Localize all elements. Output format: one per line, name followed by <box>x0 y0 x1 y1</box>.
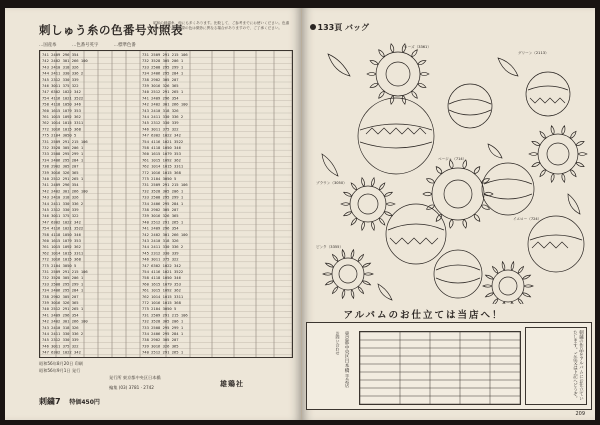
petal <box>351 250 354 259</box>
table-row: 732 3528 305 206 1 <box>142 318 184 324</box>
table-row: 742 2402 301 266 100 <box>42 188 88 194</box>
petal <box>323 273 332 275</box>
table-row: 775 2104 3050 5 <box>42 132 77 138</box>
table-row: 734 2406 295 284 1 <box>142 70 184 76</box>
petal <box>449 219 453 228</box>
petal <box>417 60 425 64</box>
legend-item: …国産糸 <box>39 43 57 48</box>
table-row: 744 2411 330 336 2 <box>42 331 84 336</box>
table-row: 743 2410 318 326 <box>142 238 179 243</box>
petal <box>411 50 417 57</box>
album-advertisement <box>306 304 590 410</box>
petal <box>325 263 333 267</box>
petal <box>483 285 492 287</box>
table-row: 731 2509 291 215 106 <box>142 52 188 57</box>
petal <box>462 219 466 228</box>
table-row: 740 2512 291 265 1 <box>142 89 184 95</box>
table-row: 731 2509 291 215 106 <box>142 312 188 318</box>
petal <box>362 263 370 267</box>
petal <box>576 141 584 145</box>
table-row: 740 2512 291 265 1 <box>42 176 84 181</box>
table-row: 762 1014 1015 3311 <box>142 293 184 299</box>
embroidery-pattern-drawing <box>308 34 590 304</box>
table-row: 744 2411 330 336 2 <box>42 70 84 76</box>
petal <box>402 95 405 104</box>
petal <box>361 178 364 187</box>
petal <box>351 218 357 225</box>
bullet-icon <box>310 24 316 30</box>
petal <box>341 203 350 206</box>
petal <box>511 262 514 271</box>
table-row: 741 2409 296 354 <box>42 312 79 318</box>
table-row: 739 3016 326 365 <box>42 300 79 305</box>
table-row: 761 1015 1092 362 <box>142 157 181 163</box>
table-row: 744 2411 330 336 2 <box>142 114 184 119</box>
table-row: 760 1615 1079 353 <box>42 107 81 113</box>
petal <box>502 262 505 271</box>
legend-item: …色番号英字 <box>71 43 99 48</box>
table-row: 747 6302 1022 342 <box>142 262 181 268</box>
petal <box>449 160 453 169</box>
table-legend <box>39 42 150 48</box>
table-row: 734 2406 295 284 1 <box>142 331 184 336</box>
legend-item: …標準色番 <box>113 43 136 48</box>
table-row: 760 1615 1079 353 <box>142 151 181 157</box>
table-row: 740 2512 291 265 1 <box>42 306 84 312</box>
table-row: 761 1015 1092 362 <box>142 287 181 293</box>
petal <box>364 273 373 275</box>
table-row: 741 2409 296 354 <box>42 52 79 57</box>
table-row: 743 2410 318 326 <box>42 324 79 330</box>
table-row: 741 2409 296 354 <box>142 95 179 101</box>
table-row: 746 3011 375 322 <box>142 126 179 132</box>
table-row: 742 2402 301 266 100 <box>42 58 88 64</box>
table-row: 742 2402 301 266 100 <box>142 101 188 107</box>
petal <box>539 131 545 138</box>
table-row: 772 1016 1015 368 <box>142 169 181 175</box>
table-row: 760 1615 1079 353 <box>142 281 181 287</box>
page-number: 209 <box>575 411 585 417</box>
table-row: 732 3528 305 206 1 <box>42 145 84 150</box>
petal <box>386 203 395 206</box>
petal <box>436 167 442 174</box>
table-row: 738 2902 305 207 <box>142 337 179 343</box>
table-row: 745 2312 330 339 <box>42 337 79 343</box>
table-row: 733 2508 295 299 1 <box>42 281 84 287</box>
petal <box>551 173 554 182</box>
petal <box>529 153 538 156</box>
petal <box>362 281 370 285</box>
table-row: 732 3528 305 206 1 <box>42 275 84 281</box>
petal <box>378 50 384 57</box>
table-row: 772 1016 1015 368 <box>42 256 81 262</box>
petal <box>342 250 345 259</box>
petal <box>522 293 530 297</box>
table-row: 741 2409 296 354 <box>42 182 79 188</box>
table-row: 740 2512 291 265 1 <box>142 219 184 225</box>
table-row: 746 3011 375 322 <box>42 83 79 88</box>
petal <box>426 179 434 183</box>
petal <box>576 163 584 167</box>
left-page <box>5 8 302 420</box>
colophon-line: 昭和56年9月1日 発行 <box>39 368 81 373</box>
petal <box>378 91 384 98</box>
table-row: 734 2406 295 284 1 <box>42 157 84 163</box>
petal <box>517 266 523 273</box>
table-row: 760 1615 1079 353 <box>42 238 81 243</box>
table-row: 745 2312 330 339 <box>142 250 179 256</box>
petal <box>524 285 533 287</box>
table-row: 772 1016 1015 368 <box>42 126 81 132</box>
petal <box>384 212 392 216</box>
table-row: 745 2312 330 339 <box>42 207 79 212</box>
table-row: 747 6302 1022 342 <box>142 132 181 138</box>
table-row: 739 3016 326 365 <box>42 169 79 175</box>
color-label: ブラウン（3050） <box>315 181 347 185</box>
colophon-line: 編集 (03) 3781 · 2742 <box>109 385 154 390</box>
color-label: グリーン（2113） <box>517 51 549 55</box>
color-label: ローズ（3361） <box>403 45 431 49</box>
table-row: 738 2902 305 207 <box>142 76 179 82</box>
page-title: 刺しゅう糸の色番号対照表 <box>39 23 183 37</box>
leaf-motif <box>322 54 580 300</box>
table-row: 733 2508 295 299 1 <box>142 64 184 70</box>
color-label: イエロー（724） <box>512 217 541 221</box>
petal <box>379 218 385 225</box>
petal <box>485 293 493 297</box>
petal <box>361 222 364 231</box>
table-row: 739 3016 326 365 <box>142 343 179 349</box>
table-row: 739 3016 326 365 <box>142 83 179 88</box>
petal <box>492 266 498 273</box>
right-page <box>302 8 596 420</box>
table-row: 754 4116 1021 3522 <box>142 138 184 144</box>
table-row: 731 2509 291 215 106 <box>42 138 88 144</box>
magazine-name <box>39 396 100 407</box>
petal <box>379 183 385 190</box>
table-row: 775 2104 3050 5 <box>142 176 177 181</box>
ad-title: アルバムのお仕立ては当店へ！ <box>343 310 504 321</box>
color-label: ベージュ（714） <box>437 157 466 161</box>
table-row: 758 4118 1050 346 <box>142 145 181 150</box>
petal <box>462 160 466 169</box>
table-row: 761 1015 1092 362 <box>42 244 81 250</box>
table-row: 732 3528 305 206 1 <box>142 188 184 194</box>
ad-box <box>306 322 592 410</box>
decorated-ball-motif <box>358 72 584 298</box>
color-number-table <box>39 50 293 358</box>
table-row: 746 3011 375 322 <box>42 343 79 349</box>
table-row: 742 2402 301 266 100 <box>142 231 188 237</box>
table-row: 731 2509 291 215 106 <box>42 269 88 274</box>
table-row: 762 1014 1015 3311 <box>42 120 84 126</box>
ad-price-table <box>359 331 521 405</box>
petal <box>485 275 493 279</box>
price: 特価450円 <box>69 399 100 406</box>
petal <box>332 287 338 294</box>
table-row: 732 3528 305 206 1 <box>142 58 184 64</box>
intro-note: 昭和の刺繍糸、他にも多くあります。比較して、ご参考までにお使いください。色番号は目安です。実際の色は微妙に異なる場合がありますので、ご了承ください。 <box>153 21 290 31</box>
colophon-line: 発行所 東京都中央区日本橋 <box>109 375 161 380</box>
petal <box>539 170 545 177</box>
table-row: 775 2104 3050 5 <box>142 306 177 312</box>
petal <box>474 214 480 221</box>
table-row: 742 2402 301 266 100 <box>42 318 88 324</box>
petal <box>325 281 333 285</box>
petal <box>531 163 539 167</box>
ad-left-text: お問い合わせ <box>335 331 341 355</box>
table-row: 740 2512 291 265 1 <box>142 349 184 355</box>
table-row: 762 1014 1015 3311 <box>142 163 184 169</box>
table-row: 733 2508 295 299 1 <box>42 151 84 157</box>
petal <box>351 290 354 299</box>
petal <box>370 83 378 87</box>
petal <box>474 167 480 174</box>
petal <box>370 60 378 64</box>
table-row: 758 4118 1050 346 <box>42 231 81 237</box>
table-row: 746 3011 375 322 <box>42 213 79 219</box>
table-row: 747 6302 1022 342 <box>42 349 81 355</box>
colophon-line: 昭和56年8月20日 印刷 <box>39 361 83 366</box>
magazine-title: 刺繍7 <box>39 397 61 406</box>
table-row: 733 2508 295 299 1 <box>142 194 184 200</box>
table-row: 741 2409 296 354 <box>142 225 179 231</box>
table-grid <box>40 51 292 357</box>
table-row: 743 2410 318 326 <box>142 107 179 113</box>
table-row: 758 4118 1050 346 <box>42 101 81 107</box>
pattern-heading <box>310 22 369 33</box>
table-row: 734 2406 295 284 1 <box>142 200 184 206</box>
publisher: 雄鶏社 <box>220 380 244 388</box>
petal <box>411 91 417 98</box>
table-row: 747 6302 1022 342 <box>42 89 81 95</box>
table-row: 754 4116 1021 3522 <box>42 95 84 101</box>
table-row: 772 1016 1015 368 <box>142 300 181 305</box>
petal <box>522 275 530 279</box>
table-row: 733 2508 295 299 1 <box>142 324 184 330</box>
petal <box>551 126 554 135</box>
table-row: 758 4118 1050 346 <box>142 275 181 281</box>
petal <box>423 192 432 196</box>
table-row: 746 3011 375 322 <box>142 256 179 262</box>
table-row: 762 1014 1015 3311 <box>42 250 84 256</box>
petal <box>561 173 564 182</box>
petal <box>367 72 376 75</box>
table-row: 738 2902 305 207 <box>42 293 79 299</box>
table-row: 747 6302 1022 342 <box>42 219 81 225</box>
petal <box>570 131 576 138</box>
table-row: 734 2406 295 284 1 <box>42 287 84 293</box>
table-row: 743 2410 318 326 <box>42 194 79 200</box>
table-row: 775 2104 3050 5 <box>42 262 77 268</box>
pattern-heading-text: 133頁 バッグ <box>317 23 369 32</box>
petal <box>417 83 425 87</box>
table-row: 739 3016 326 365 <box>142 213 179 219</box>
petal <box>570 170 576 177</box>
table-row: 738 2902 305 207 <box>142 207 179 212</box>
table-row: 743 2410 318 326 <box>42 64 79 70</box>
petal <box>371 222 374 231</box>
table-row: 744 2411 330 336 2 <box>142 244 184 250</box>
petal <box>420 72 429 75</box>
table-row: 754 4116 1021 3522 <box>142 269 184 274</box>
table-row: 744 2411 330 336 2 <box>42 200 84 206</box>
petal <box>578 153 587 156</box>
petal <box>484 192 493 196</box>
table-row: 731 2509 291 215 106 <box>142 182 188 188</box>
petal <box>371 178 374 187</box>
table-row: 761 1015 1092 362 <box>42 114 81 119</box>
petal <box>390 95 393 104</box>
table-row: 745 2312 330 339 <box>142 120 179 126</box>
petal <box>384 192 392 196</box>
color-label: ピンク（3355） <box>315 245 343 249</box>
petal <box>531 141 539 145</box>
magazine-spread <box>5 8 595 420</box>
table-row: 745 2312 330 339 <box>42 76 79 82</box>
petal <box>357 254 363 261</box>
petal <box>357 287 363 294</box>
petal <box>343 192 351 196</box>
petal <box>343 212 351 216</box>
table-row: 754 4116 1021 3522 <box>42 225 84 231</box>
ad-shop-text: 東京都中央区日本橋 手芸店 <box>344 331 349 388</box>
petal <box>332 254 338 261</box>
petal <box>561 126 564 135</box>
ad-vertical-text: 刺繍の作品をアルバムにお仕立ていたします。ご注文は下記へどうぞ。 <box>525 327 587 405</box>
petal <box>351 183 357 190</box>
petal <box>426 205 434 209</box>
petal <box>390 44 393 53</box>
table-row: 738 2902 305 207 <box>42 163 79 169</box>
petal <box>342 290 345 299</box>
